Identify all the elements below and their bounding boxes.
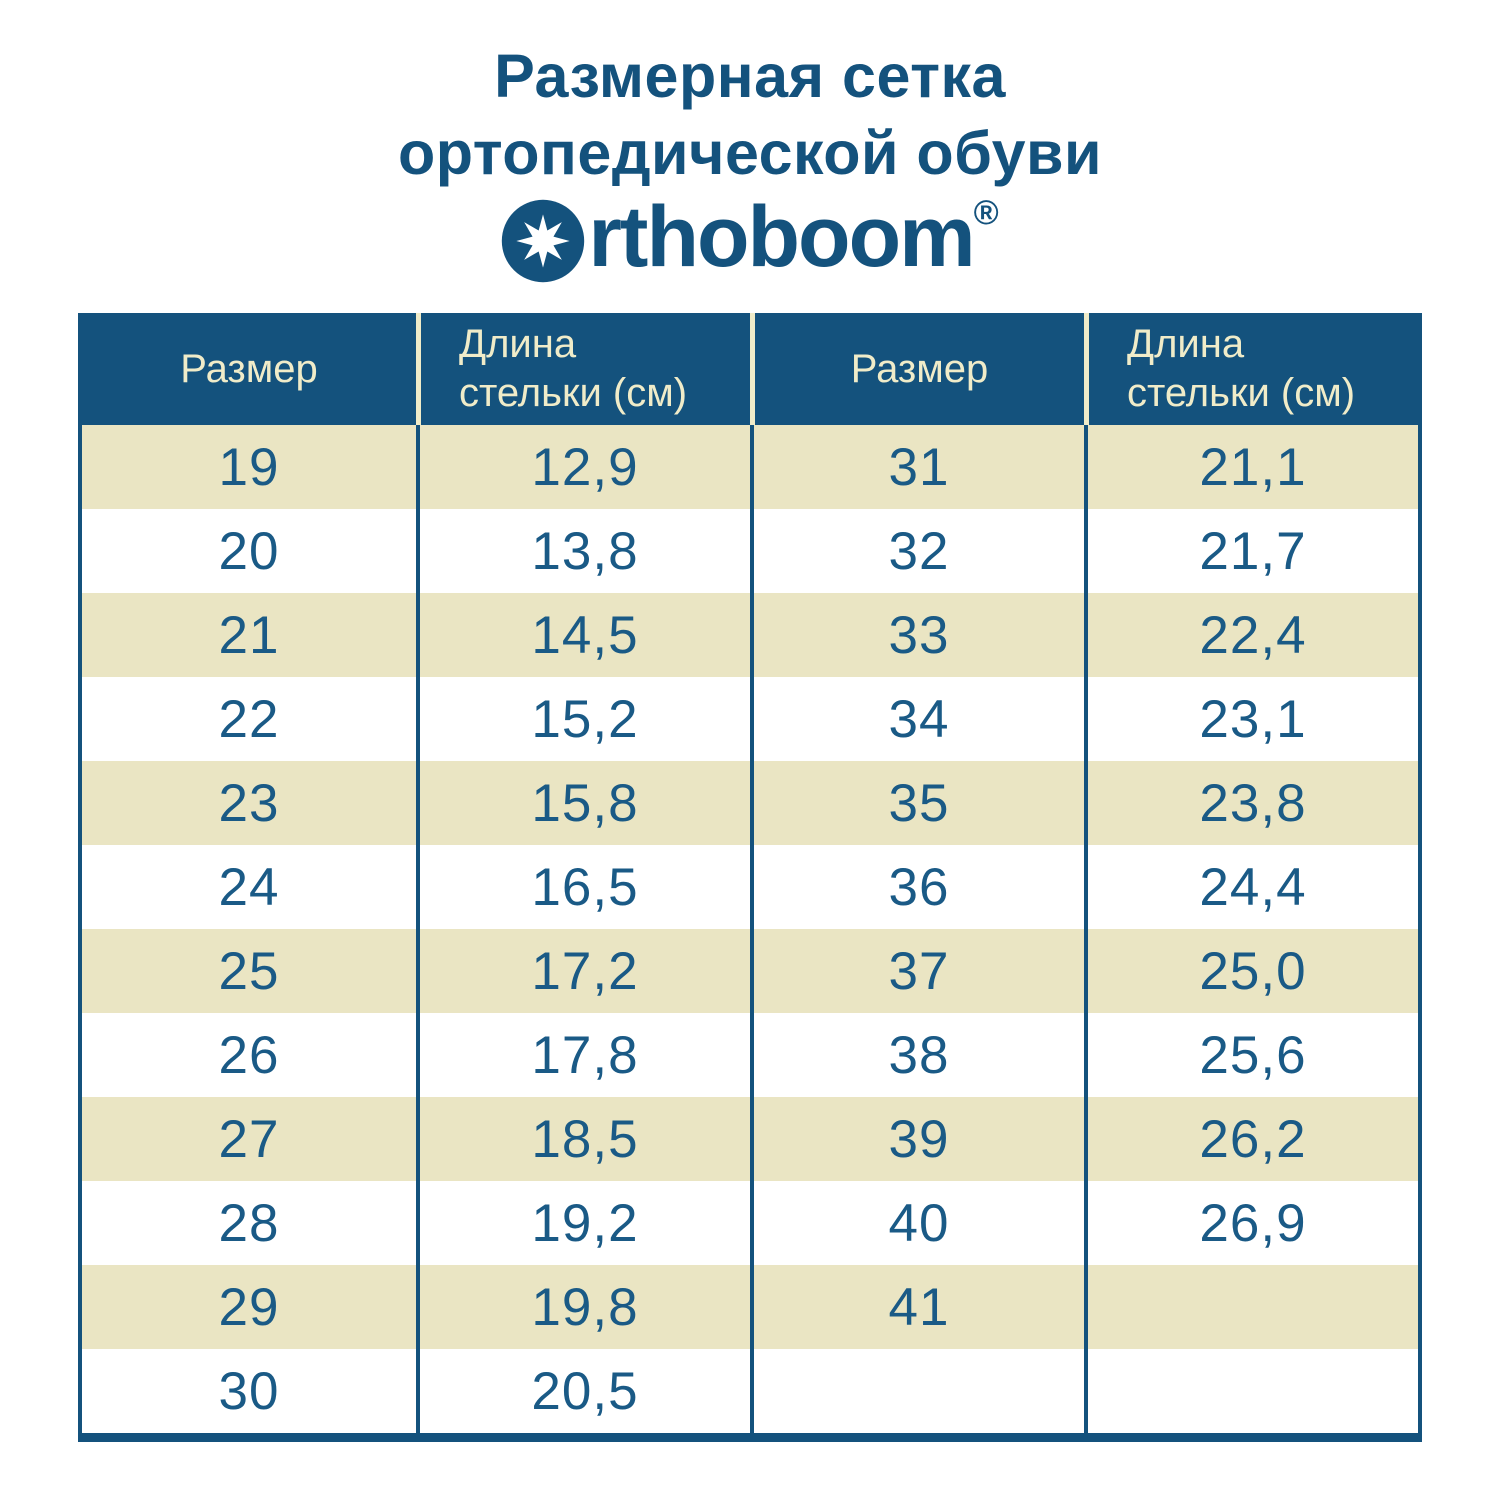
table-row [82,1013,1418,1097]
registered-trademark-symbol: ® [973,194,999,232]
insole-length-cell: 15,2 [416,677,750,761]
insole-length-cell: 15,8 [416,761,750,845]
size-cell: 37 [750,929,1084,1013]
logo-wordmark: rthoboom [588,189,974,285]
insole-length-cell: 17,2 [416,929,750,1013]
header-insole-length-right-line1: Длина [1127,322,1245,367]
header-size-right: Размер [750,313,1084,425]
size-cell: 19 [218,437,280,497]
table-row [82,845,1418,929]
insole-length-cell: 13,8 [416,509,750,593]
insole-length-cell: 26,2 [1084,1097,1418,1181]
size-cell: 22 [218,689,280,749]
insole-length-cell: 12,9 [416,425,750,509]
table-row [82,593,1418,677]
size-cell: 23 [218,773,280,833]
insole-length-cell: 21,7 [1084,509,1418,593]
size-cell: 33 [750,593,1084,677]
size-cell: 41 [750,1265,1084,1349]
size-cell [750,1349,1084,1433]
insole-length-cell: 16,5 [416,845,750,929]
insole-length-cell: 23,1 [1084,677,1418,761]
page-title-line1: Размерная сетка [494,42,1006,110]
size-cell: 25 [218,941,280,1001]
insole-length-cell: 19,2 [416,1181,750,1265]
header-insole-length-right [1084,313,1418,425]
table-row [82,1265,1418,1349]
insole-length-cell: 17,8 [416,1013,750,1097]
size-cell: 21 [218,605,280,665]
size-cell: 34 [750,677,1084,761]
size-cell: 32 [750,509,1084,593]
eight-point-star-icon [501,199,585,283]
size-cell: 20 [218,521,280,581]
insole-length-cell: 23,8 [1084,761,1418,845]
insole-length-cell [1084,1349,1418,1433]
page-title-line2: ортопедической обуви [398,118,1102,187]
size-table [78,313,1422,1442]
size-cell: 40 [750,1181,1084,1265]
header-insole-length-left [416,313,750,425]
size-cell: 31 [750,425,1084,509]
insole-length-cell: 18,5 [416,1097,750,1181]
orthoboom-logo [0,189,1500,285]
size-cell: 39 [750,1097,1084,1181]
header-insole-length-left-line1: Длина [459,322,577,367]
insole-length-cell: 14,5 [416,593,750,677]
insole-length-cell: 26,9 [1084,1181,1418,1265]
insole-length-cell: 25,0 [1084,929,1418,1013]
table-row [82,1349,1418,1433]
insole-length-cell: 25,6 [1084,1013,1418,1097]
insole-length-cell: 22,4 [1084,593,1418,677]
size-cell: 36 [750,845,1084,929]
table-row [82,929,1418,1013]
table-row [82,1181,1418,1265]
header-size-left: Размер [180,346,318,391]
header-insole-length-left-line2: стельки (см) [459,371,688,415]
table-header-row [82,313,1418,425]
insole-length-cell: 20,5 [416,1349,750,1433]
table-row [82,425,1418,509]
page-title [0,38,1500,192]
insole-length-cell: 19,8 [416,1265,750,1349]
header-insole-length-right-line2: стельки (см) [1127,371,1356,415]
size-cell: 30 [218,1361,280,1421]
size-cell: 35 [750,761,1084,845]
size-cell: 26 [218,1025,280,1085]
insole-length-cell [1084,1265,1418,1349]
size-cell: 38 [750,1013,1084,1097]
size-cell: 29 [218,1277,280,1337]
size-cell: 27 [218,1109,280,1169]
size-cell: 24 [218,857,280,917]
table-row [82,761,1418,845]
table-row [82,677,1418,761]
insole-length-cell: 21,1 [1084,425,1418,509]
table-row [82,509,1418,593]
size-cell: 28 [218,1193,280,1253]
insole-length-cell: 24,4 [1084,845,1418,929]
table-row [82,1097,1418,1181]
